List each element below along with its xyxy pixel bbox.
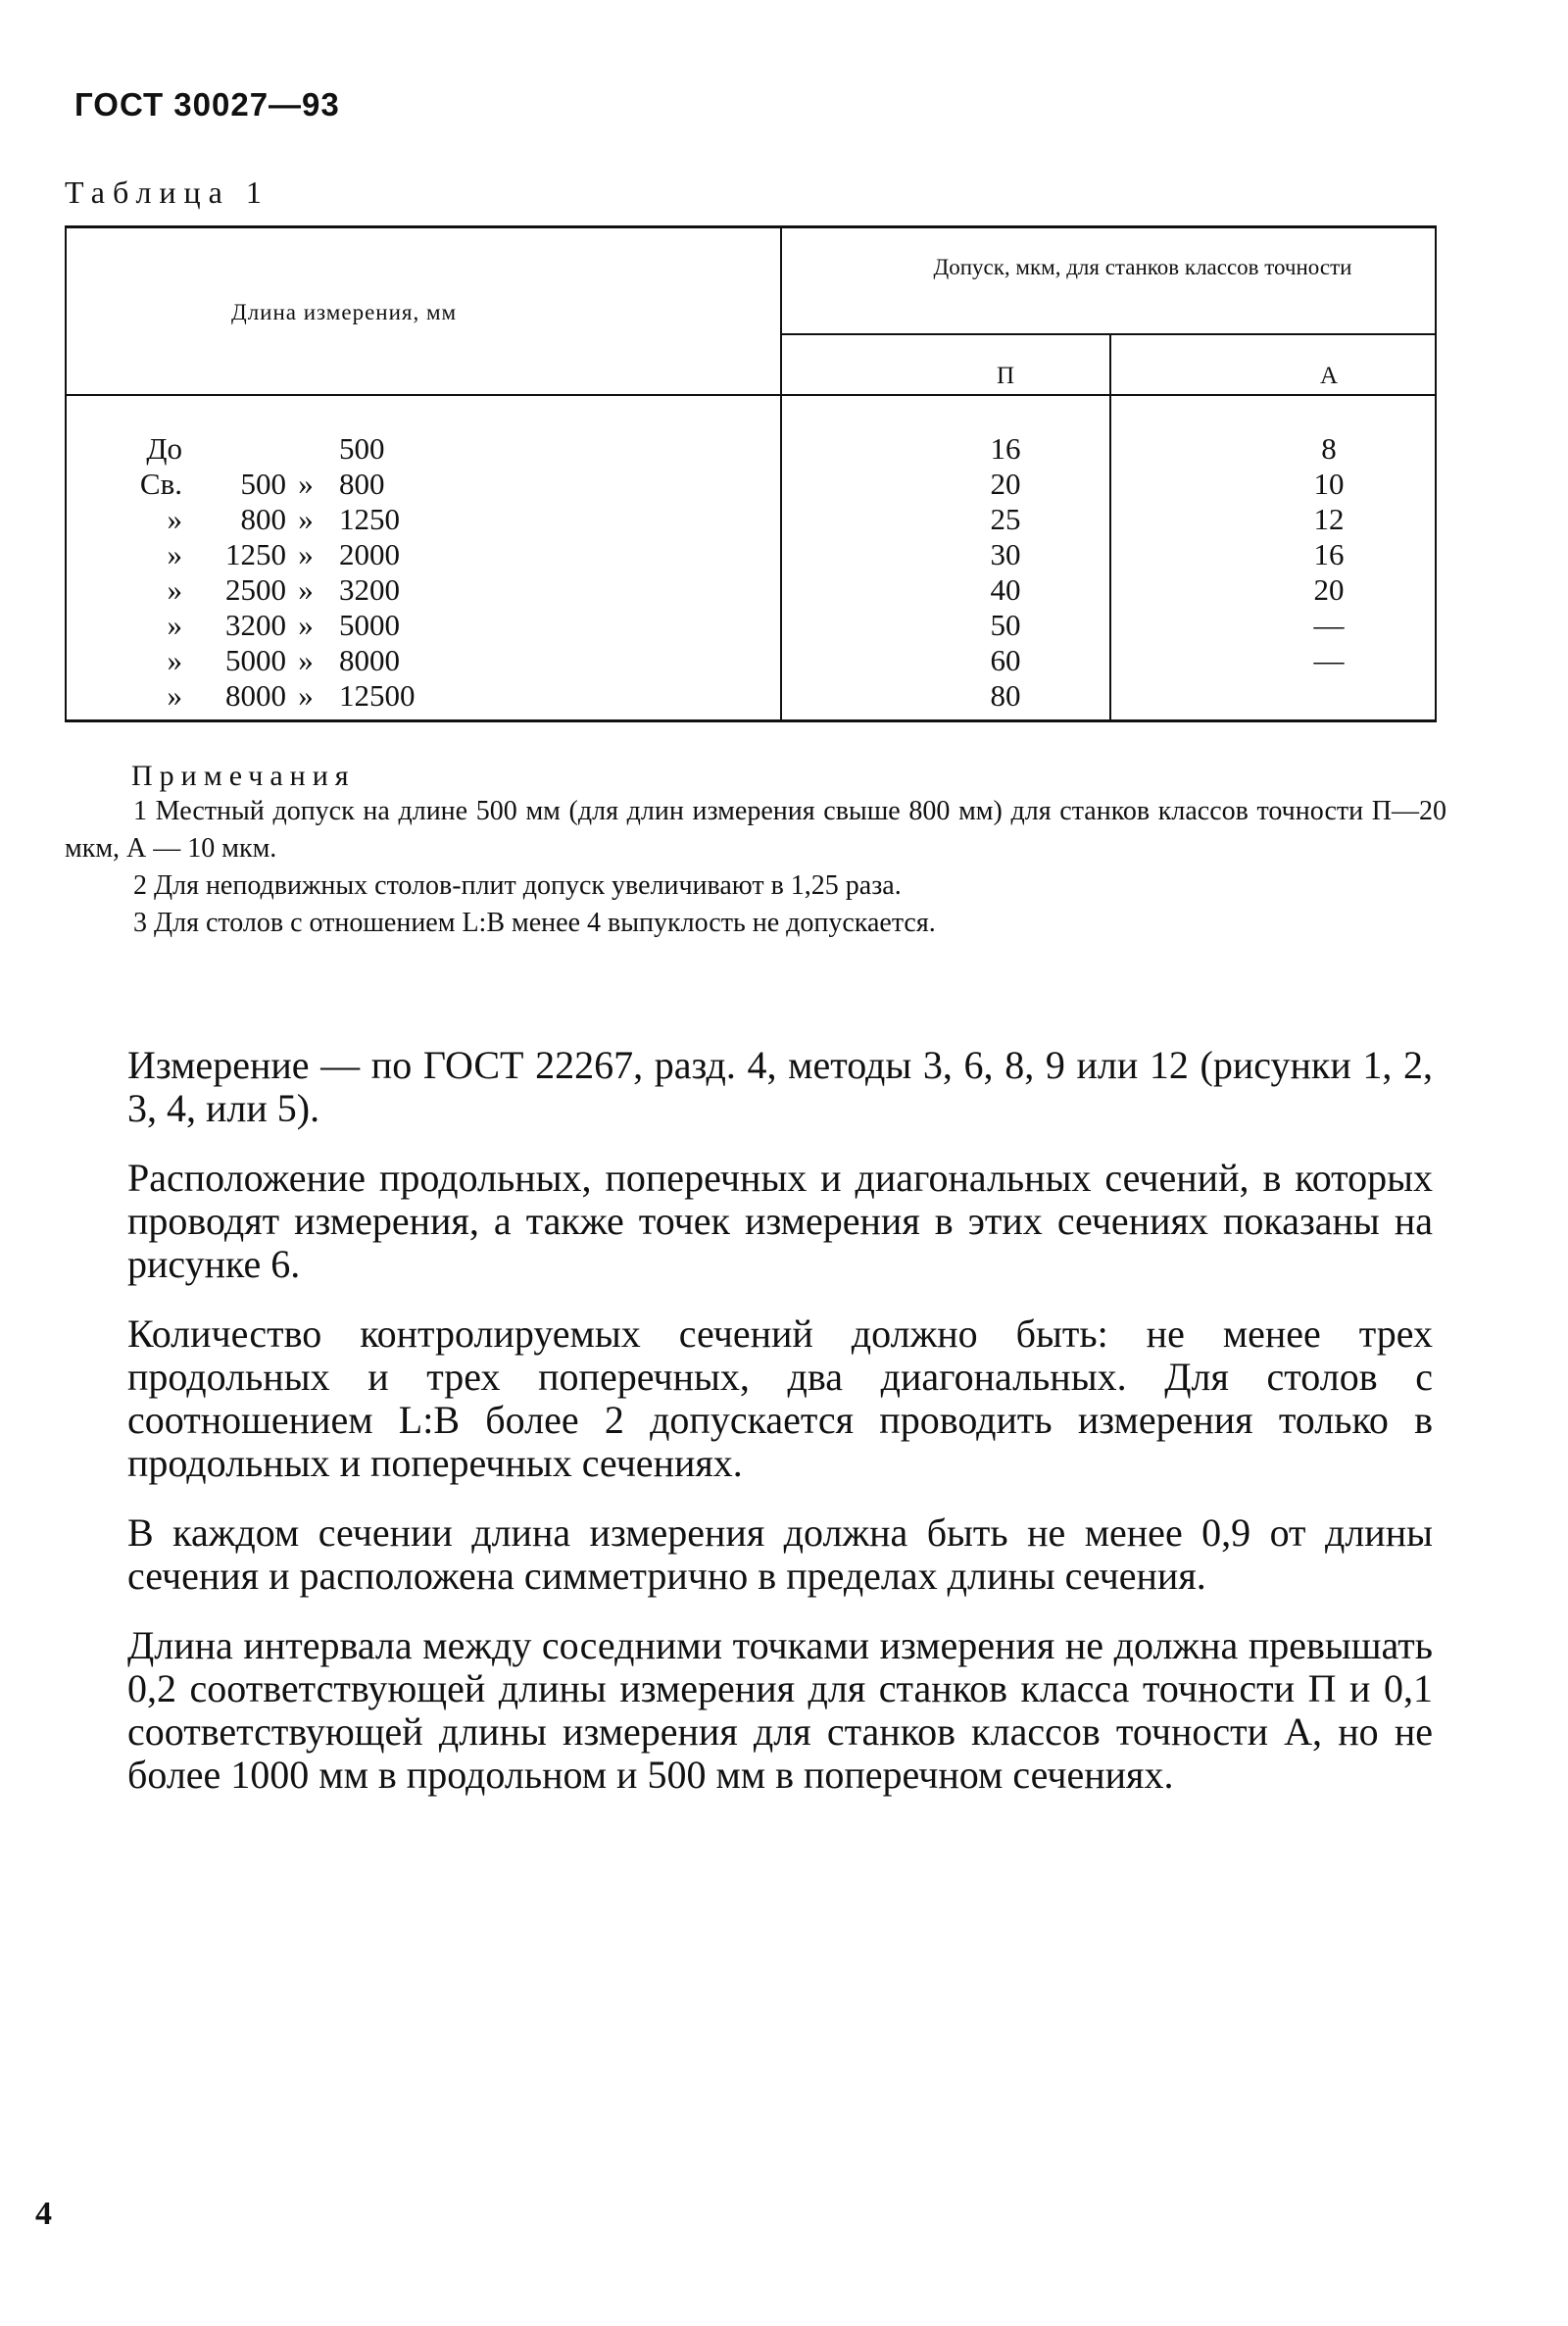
row-tol-a: 12 <box>1313 502 1345 536</box>
row-prefix: » <box>167 537 182 571</box>
table-caption: Таблица 1 <box>65 174 270 210</box>
row-tol-p: 80 <box>990 678 1021 713</box>
table-notes <box>65 760 1446 942</box>
row-tol-a: — <box>1313 643 1345 677</box>
row-to: 8000 <box>339 643 400 677</box>
row-tol-p: 50 <box>990 608 1021 642</box>
tolerance-table <box>65 225 1437 725</box>
row-to: 3200 <box>339 572 400 607</box>
table-row <box>65 572 1437 608</box>
row-from: 800 <box>240 502 286 536</box>
row-to: 12500 <box>339 678 416 713</box>
body-text <box>127 1044 1433 1823</box>
table-row <box>65 467 1437 502</box>
table-bottom-rule <box>65 719 1437 722</box>
table-row <box>65 678 1437 714</box>
notes-title: Примечания <box>131 760 356 792</box>
row-prefix: » <box>167 608 182 642</box>
row-from: 500 <box>240 467 286 501</box>
row-tol-a: — <box>1313 608 1345 642</box>
row-sep: » <box>298 608 314 642</box>
row-tol-a: 16 <box>1313 537 1345 571</box>
row-prefix: » <box>167 502 182 536</box>
row-tol-p: 60 <box>990 643 1021 677</box>
paragraph: В каждом сечении длина измерения должна быть не менее 0,9 от длины сечения и расположена симметрично в пределах длины сечения. <box>127 1510 1433 1598</box>
row-to: 800 <box>339 467 385 501</box>
table-row <box>65 608 1437 643</box>
table-body <box>65 431 1437 714</box>
row-from: 1250 <box>225 537 286 571</box>
row-sep: » <box>298 502 314 536</box>
subheader-class-p: П <box>996 363 1015 389</box>
row-prefix: » <box>167 678 182 713</box>
table-row <box>65 502 1437 537</box>
row-tol-a: 8 <box>1321 431 1337 466</box>
row-prefix: Св. <box>139 467 182 501</box>
row-to: 500 <box>339 431 385 466</box>
paragraph: Расположение продольных, поперечных и диагональных сечений, в которых проводят измерения, а также точек измерения в этих сечениях показаны на рисунке 6. <box>127 1156 1433 1286</box>
row-from: 8000 <box>225 678 286 713</box>
row-from: 3200 <box>225 608 286 642</box>
row-prefix: » <box>167 643 182 677</box>
row-tol-a: 20 <box>1313 572 1345 607</box>
row-from: 2500 <box>225 572 286 607</box>
row-sep: » <box>298 537 314 571</box>
note-item: 1 Местный допуск на длине 500 мм (для длин измерения свыше 800 мм) для станков классов точности П—20 мкм, А — 10 мкм. <box>65 796 1446 864</box>
document-header: ГОСТ 30027—93 <box>74 86 340 123</box>
row-tol-p: 30 <box>990 537 1021 571</box>
row-tol-a: 10 <box>1313 467 1345 501</box>
table-row <box>65 643 1437 678</box>
row-sep: » <box>298 643 314 677</box>
table-subheader-rule <box>780 333 1437 335</box>
row-sep: » <box>298 572 314 607</box>
paragraph: Количество контролируемых сечений должно быть: не менее трех продольных и трех поперечных, два диагональных. Для столов с соотношением L:B более 2 допускается проводить измерения только в продольных и поперечных сечениях. <box>127 1311 1433 1485</box>
table-row <box>65 431 1437 467</box>
row-to: 2000 <box>339 537 400 571</box>
column-header-tolerance: Допуск, мкм, для станков классов точности <box>933 255 1352 279</box>
row-tol-p: 16 <box>990 431 1021 466</box>
table-row <box>65 537 1437 572</box>
row-sep: » <box>298 678 314 713</box>
column-header-length: Длина измерения, мм <box>231 300 458 324</box>
page-number: 4 <box>35 2196 52 2232</box>
table-top-rule <box>65 225 1437 228</box>
row-to: 5000 <box>339 608 400 642</box>
note-item: 3 Для столов с отношением L:B менее 4 выпуклость не допускается. <box>133 908 936 938</box>
row-prefix: » <box>167 572 182 607</box>
row-tol-p: 20 <box>990 467 1021 501</box>
row-prefix: До <box>146 431 182 466</box>
row-to: 1250 <box>339 502 400 536</box>
paragraph: Длина интервала между соседними точками измерения не должна превышать 0,2 соответствующей длины измерения для станков класса точности П и 0,1 соответствующей длины измерения для станков классов точности А, но не более 1000 мм в продольном и 500 мм в поперечном сечениях. <box>127 1623 1433 1797</box>
paragraph: Измерение — по ГОСТ 22267, разд. 4, методы 3, 6, 8, 9 или 12 (рисунки 1, 2, 3, 4, или 5). <box>127 1043 1433 1130</box>
row-tol-p: 40 <box>990 572 1021 607</box>
subheader-class-a: А <box>1319 363 1339 389</box>
table-header-rule <box>65 394 1437 396</box>
note-item: 2 Для неподвижных столов-плит допуск увеличивают в 1,25 раза. <box>133 870 902 901</box>
row-from: 5000 <box>225 643 286 677</box>
row-tol-p: 25 <box>990 502 1021 536</box>
row-sep: » <box>298 467 314 501</box>
